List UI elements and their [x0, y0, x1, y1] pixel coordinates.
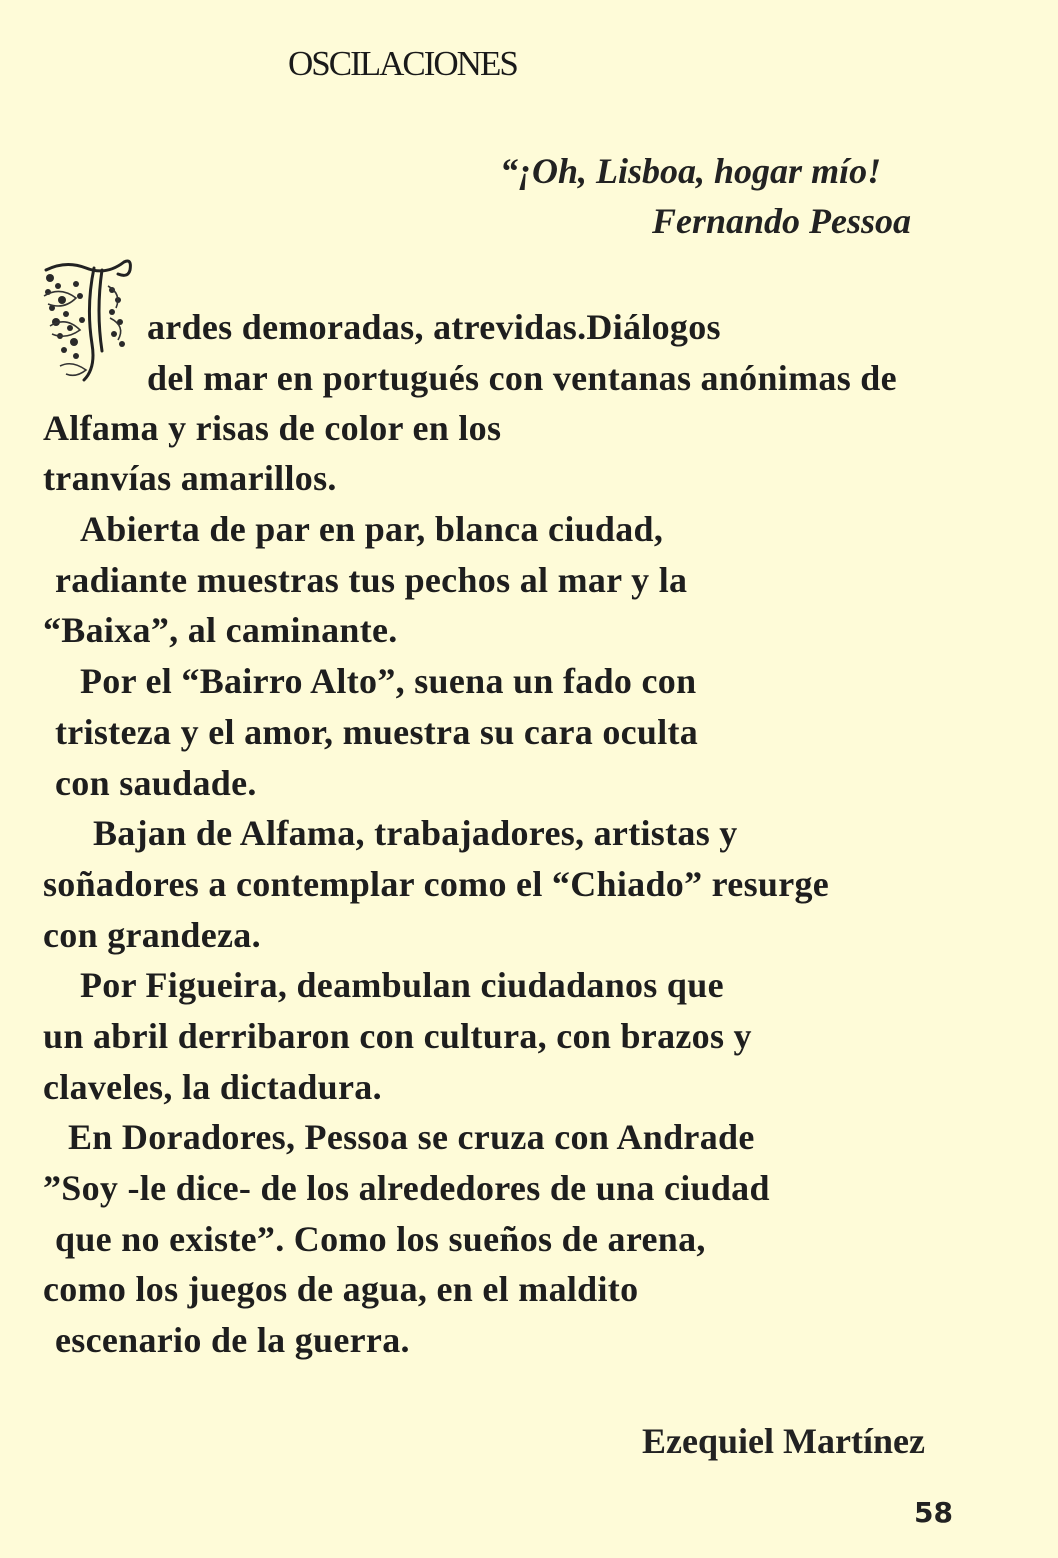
epigraph-author: Fernando Pessoa [652, 201, 912, 241]
author-signature: Ezequiel Martínez [642, 1421, 925, 1461]
body-line-19: que no existe”. Como los sueños de arena, [55, 1219, 706, 1259]
body-line-20: como los juegos de agua, en el maldito [43, 1269, 639, 1309]
page-number: 58 [914, 1496, 953, 1529]
body-line-17: En Doradores, Pessoa se cruza con Andrade [68, 1117, 755, 1157]
body-line-18: ”Soy -le dice- de los alrededores de una ciudad [43, 1168, 770, 1208]
page-title: OSCILACIONES [288, 44, 517, 83]
body-line-12: soñadores a contemplar como el “Chiado” resurge [43, 864, 830, 904]
body-line-15: un abril derribaron con cultura, con brazos y [43, 1016, 752, 1056]
body-line-21: escenario de la guerra. [55, 1320, 410, 1360]
body-line-8: Por el “Bairro Alto”, suena un fado con [80, 661, 697, 701]
body-line-3: Alfama y risas de color en los [43, 408, 502, 448]
body-line-16: claveles, la dictadura. [43, 1067, 382, 1107]
body-line-5: Abierta de par en par, blanca ciudad, [80, 509, 664, 549]
body-line-1: ardes demoradas, atrevidas.Diálogos [147, 307, 721, 347]
body-line-11: Bajan de Alfama, trabajadores, artistas y [93, 813, 738, 853]
epigraph-quote: “¡Oh, Lisboa, hogar mío! [500, 151, 882, 191]
body-line-4: tranvías amarillos. [43, 458, 337, 498]
body-line-2: del mar en portugués con ventanas anónimas de [147, 358, 897, 398]
body-line-9: tristeza y el amor, muestra su cara oculta [55, 712, 699, 752]
ornamental-dropcap-t [36, 256, 136, 386]
body-line-14: Por Figueira, deambulan ciudadanos que [80, 965, 724, 1005]
body-line-7: “Baixa”, al caminante. [43, 610, 398, 650]
body-line-10: con saudade. [55, 763, 257, 803]
body-line-13: con grandeza. [43, 915, 261, 955]
body-line-6: radiante muestras tus pechos al mar y la [55, 560, 688, 600]
